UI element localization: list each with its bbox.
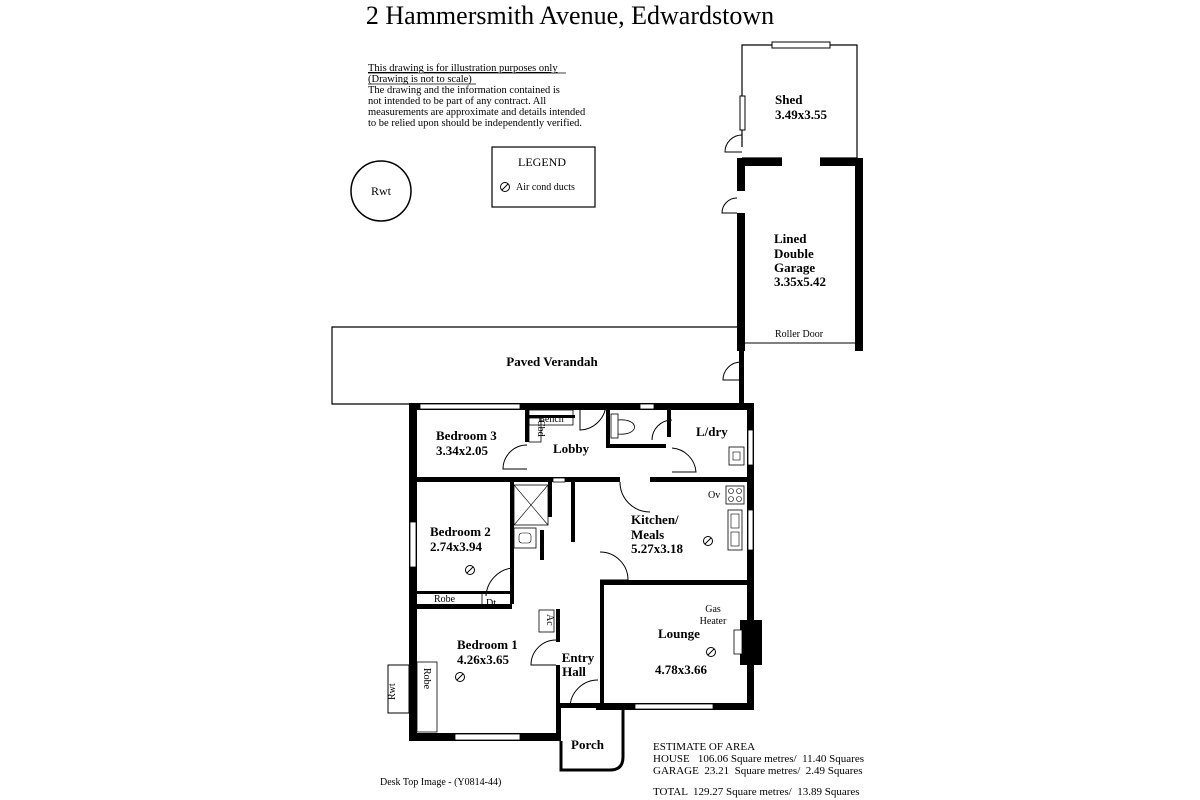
kitchen-sink [728, 510, 742, 550]
garage-line-1: Lined [774, 231, 807, 246]
disclaimer [368, 63, 586, 129]
porch [561, 710, 623, 770]
bedroom-2-name: Bedroom 2 [430, 524, 491, 539]
footer-text: Desk Top Image - (Y0814-44) [380, 777, 502, 788]
kitchen-line-1: Kitchen/ [631, 512, 679, 527]
bedroom-1 [417, 610, 555, 732]
area-house: HOUSE 106.06 Square metres/ 11.40 Squares [653, 753, 865, 765]
lobby-name: Lobby [553, 441, 590, 456]
disclaimer-line-3: The drawing and the information contained is [368, 85, 560, 96]
entry-hall [562, 650, 595, 679]
lounge [655, 604, 762, 677]
bedroom-1-name: Bedroom 1 [457, 637, 518, 652]
bedroom-3-dims: 3.34x2.05 [436, 443, 488, 458]
laundry [696, 424, 744, 465]
verandah-name: Paved Verandah [506, 354, 598, 369]
garage-line-3: Garage [774, 260, 816, 275]
bedroom-1-dims: 4.26x3.65 [457, 652, 509, 667]
garage-side-door [722, 198, 737, 213]
air-duct-icon [501, 183, 510, 192]
legend-item-label: Air cond ducts [516, 182, 575, 193]
disclaimer-line-2: (Drawing is not to scale) [368, 74, 472, 85]
shed-window [772, 42, 830, 48]
robe-1-label: Robe [421, 668, 432, 690]
shed-dims: 3.49x3.55 [775, 107, 827, 122]
lounge-name: Lounge [658, 626, 700, 641]
shed [725, 42, 857, 158]
shed-name: Shed [775, 92, 803, 107]
ac-label: Ac [544, 614, 555, 626]
verandah-door [723, 362, 741, 380]
vanity [514, 528, 536, 548]
verandah [332, 327, 744, 404]
bedroom-2 [430, 524, 496, 609]
kitchen-line-2: Meals [631, 527, 665, 542]
bedroom-3-name: Bedroom 3 [436, 428, 497, 443]
garage [722, 158, 863, 351]
disclaimer-line-1: This drawing is for illustration purposes only [368, 63, 558, 74]
legend [492, 147, 595, 207]
area-total: TOTAL 129.27 Square metres/ 13.89 Squares [653, 786, 860, 798]
rainwater-tank [351, 161, 411, 221]
area-garage: GARAGE 23.21 Square metres/ 2.49 Squares [653, 765, 863, 777]
gas-heater-line-1: Gas [705, 604, 721, 615]
air-duct-icon [707, 648, 716, 657]
gas-heater [740, 620, 762, 665]
small-rwt-label: Rwt [387, 683, 398, 700]
robe-2-label: Robe [434, 594, 456, 605]
bench-label: Bench [538, 414, 564, 425]
garage-line-2: Double [774, 246, 814, 261]
air-duct-icon [456, 673, 465, 682]
laundry-name: L/dry [696, 424, 728, 439]
area-estimate [653, 741, 864, 798]
roller-door-label: Roller Door [775, 329, 824, 340]
entry-line-1: Entry [561, 650, 595, 665]
entry-line-2: Hall [562, 664, 586, 679]
air-duct-icon [466, 566, 475, 575]
legend-title: LEGEND [518, 155, 566, 169]
bedroom-3 [436, 418, 546, 458]
shed-window-side [740, 96, 745, 130]
bedroom-2-dims: 2.74x3.94 [430, 539, 482, 554]
cupboard-label: Cbd [535, 420, 546, 437]
disclaimer-line-6: to be relied upon should be independently verified. [368, 118, 583, 129]
disclaimer-line-5: measurements are approximate and details intended [368, 107, 586, 118]
shed-door [725, 135, 742, 152]
air-duct-icon [704, 537, 713, 546]
toilet [611, 414, 635, 438]
small-rainwater-tank [387, 665, 409, 713]
dt-label: Dt [486, 598, 496, 609]
oven-label: Ov [708, 490, 721, 501]
disclaimer-line-4: not intended to be part of any contract. All [368, 96, 547, 107]
laundry-trough [729, 447, 744, 465]
cooktop [726, 486, 744, 504]
kitchen [631, 486, 744, 556]
garage-dims: 3.35x5.42 [774, 274, 826, 289]
area-title: ESTIMATE OF AREA [653, 741, 756, 753]
rwt-label: Rwt [370, 184, 392, 198]
lounge-dims: 4.78x3.66 [655, 662, 707, 677]
plan-title: 2 Hammersmith Avenue, Edwardstown [365, 1, 775, 30]
kitchen-dims: 5.27x3.18 [631, 541, 683, 556]
gas-heater-line-2: Heater [699, 616, 727, 627]
porch-name: Porch [571, 737, 604, 752]
